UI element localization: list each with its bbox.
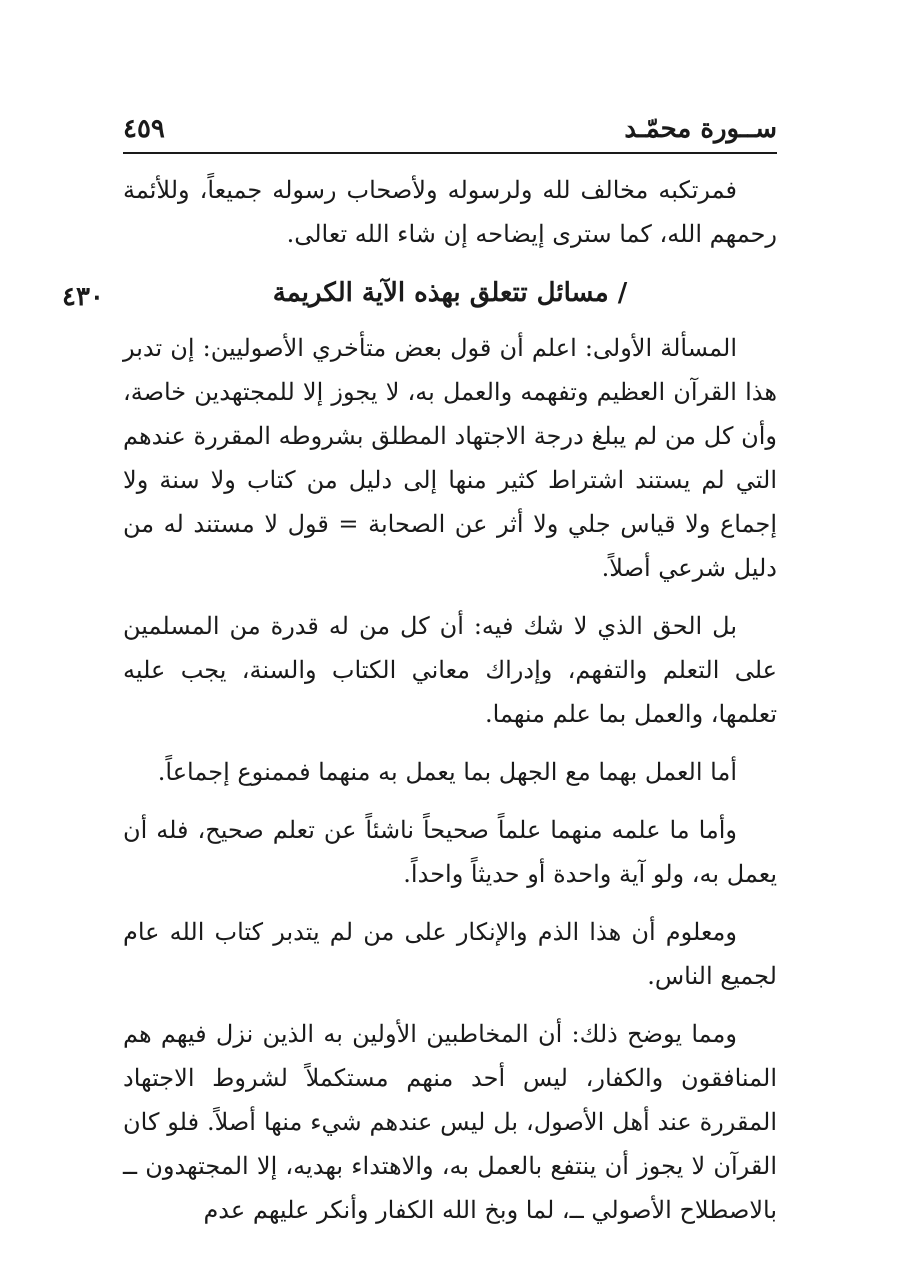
paragraph-2: بل الحق الذي لا شك فيه: أن كل من له قدرة من المسلمين على التعلم والتفهم، وإدراك معاني الكتاب والسنة، يجب عليه تعلمها، والعمل بما علم منهما. [123,612,777,728]
page-body [123,168,777,1246]
paragraph-4: وأما ما علمه منهما علماً صحيحاً ناشئاً عن تعلم صحيح، فله أن يعمل به، ولو آية واحدة أو حديثاً واحداً. [123,816,777,888]
paragraph-5: ومعلوم أن هذا الذم والإنكار على من لم يتدبر كتاب الله عام لجميع الناس. [123,918,777,990]
page-number: ٤٥٩ [123,114,165,144]
page-header [123,112,777,154]
paragraph-1: المسألة الأولى: اعلم أن قول بعض متأخري الأصوليين: إن تدبر هذا القرآن العظيم وتفهمه والعمل به، لا يجوز إلا للمجتهدين خاصة، وأن كل من لم يبلغ درجة الاجتهاد المطلق بشروطه المقررة عندهم التي لم يستند اشتراط كثير منها إلى دليل من كتاب ولا سنة ولا إجماع ولا قياس جلي ولا أثر عن الصحابة = قول لا مستند له من دليل شرعي أصلاً. [123,334,777,582]
paragraph-6: ومما يوضح ذلك: أن المخاطبين الأولين به الذين نزل فيهم هم المنافقون والكفار، ليس أحد منهم مستكملاً لشروط الاجتهاد المقررة عند أهل الأصول، بل ليس عندهم شيء منها أصلاً. فلو كان القرآن لا يجوز أن ينتفع بالعمل به، والاهتداء بهديه، إلا المجتهدون ــ بالاصطلاح الأصولي ــ، لما وبخ الله الكفار وأنكر عليهم عدم [123,1020,778,1224]
section-heading: / مسائل تتعلق بهذه الآية الكريمة [272,278,628,308]
surah-title: ســورة محمّـد [624,114,777,144]
intro-paragraph: فمرتكبه مخالف لله ولرسوله ولأصحاب رسوله جميعاً، وللأئمة رحمهم الله، كما سترى إيضاحه إن شاء الله تعالى. [123,176,777,248]
margin-page-reference: ٤٣٠ [62,282,104,312]
paragraph-3: أما العمل بهما مع الجهل بما يعمل به منهما فممنوع إجماعاً. [157,758,737,786]
